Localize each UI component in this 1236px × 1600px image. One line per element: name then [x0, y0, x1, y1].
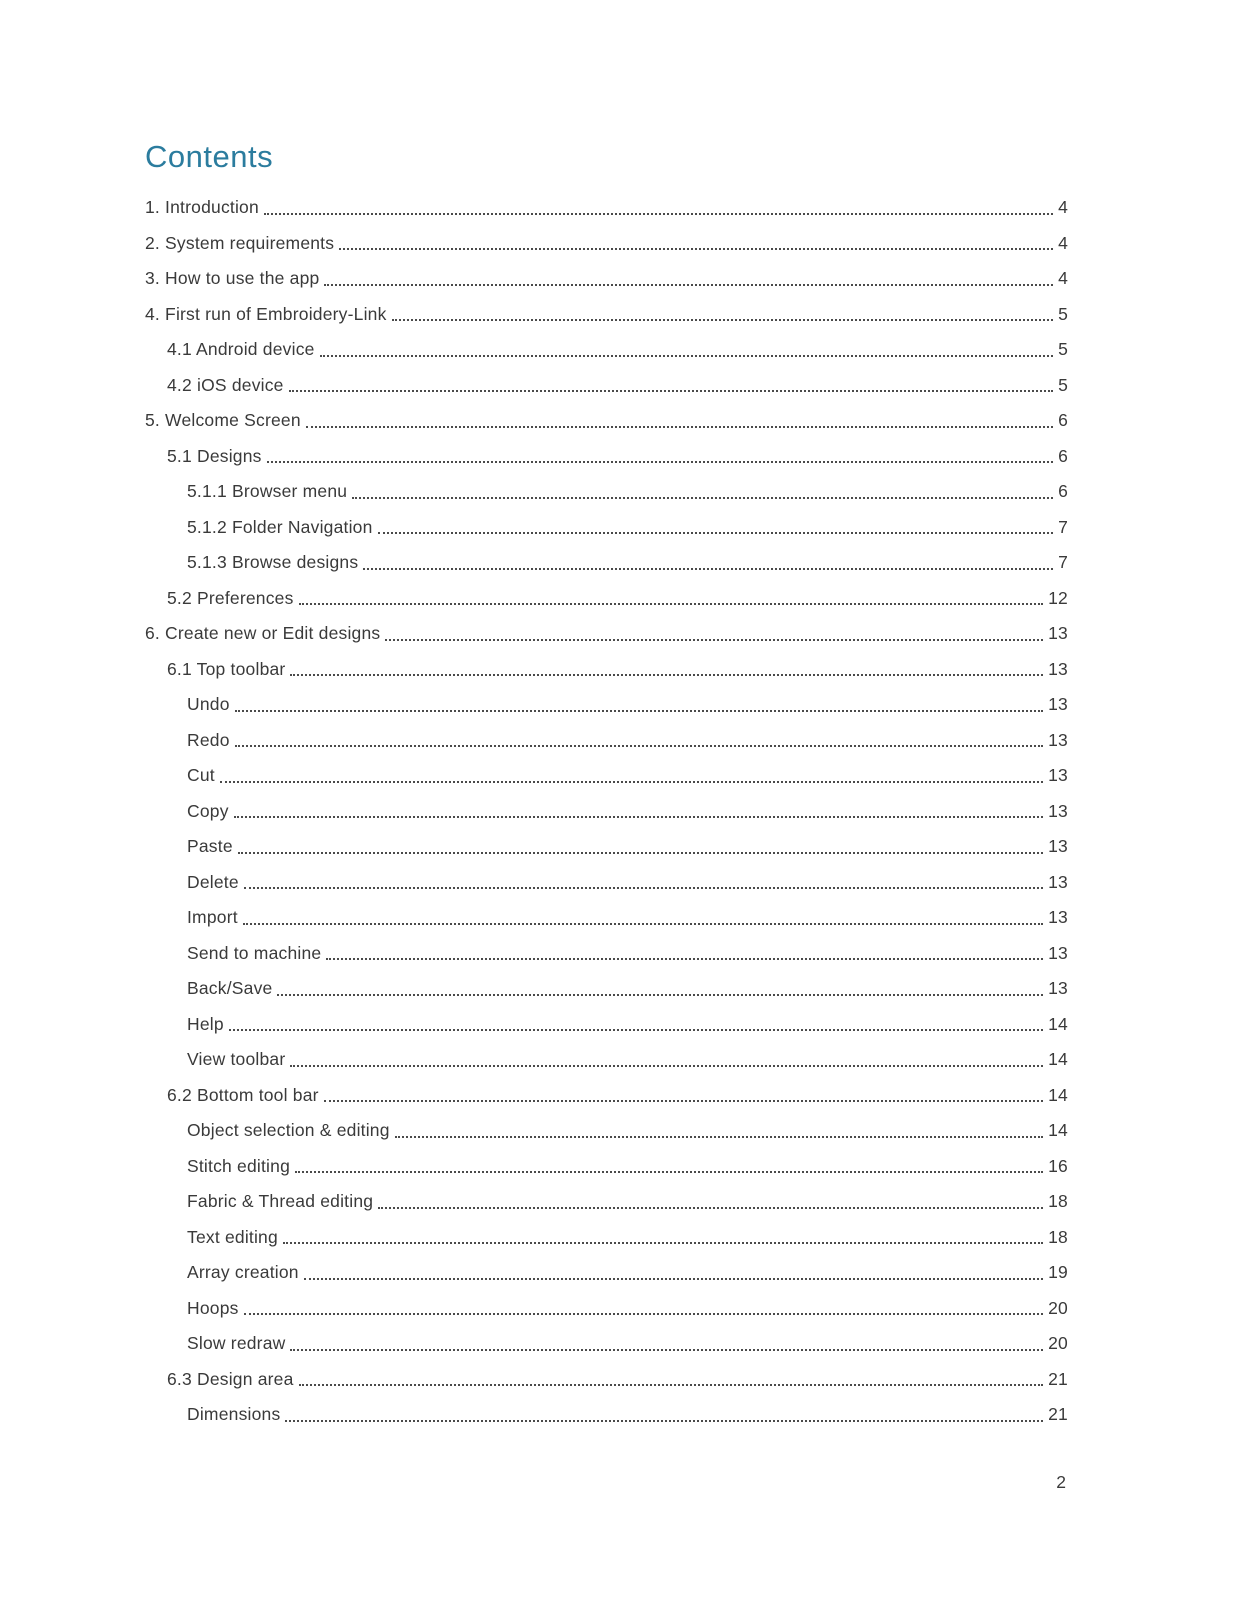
toc-entry[interactable] — [145, 225, 1068, 261]
toc-entry-page: 13 — [1048, 907, 1068, 928]
toc-entry[interactable] — [145, 331, 1068, 367]
toc-entry[interactable] — [145, 1396, 1068, 1432]
toc-entry-label: Text editing — [187, 1226, 278, 1247]
toc-entry[interactable] — [145, 189, 1068, 225]
dot-leader — [283, 1242, 1043, 1244]
toc-entry-page: 14 — [1048, 1120, 1068, 1141]
toc-entry[interactable] — [145, 935, 1068, 971]
toc-entry-page: 19 — [1048, 1262, 1068, 1283]
dot-leader — [378, 532, 1054, 534]
toc-entry-label: Stitch editing — [187, 1155, 290, 1176]
toc-entry-page: 13 — [1048, 942, 1068, 963]
toc-entry-page: 4 — [1058, 268, 1068, 289]
toc-entry[interactable] — [145, 828, 1068, 864]
toc-entry-label: 4.1 Android device — [167, 339, 315, 360]
toc-entry-page: 20 — [1048, 1297, 1068, 1318]
toc-entry-page: 13 — [1048, 836, 1068, 857]
toc-entry-page: 18 — [1048, 1226, 1068, 1247]
toc-entry-label: 5.1.3 Browse designs — [187, 552, 359, 573]
dot-leader — [299, 1384, 1044, 1386]
toc-entry-page: 7 — [1058, 516, 1068, 537]
toc-entry-label: Back/Save — [187, 978, 273, 999]
toc-entry-label: 4.2 iOS device — [167, 374, 284, 395]
dot-leader — [235, 710, 1043, 712]
toc-entry-label: Dimensions — [187, 1404, 281, 1425]
dot-leader — [320, 355, 1053, 357]
toc-entry[interactable] — [145, 1290, 1068, 1326]
toc-entry-page: 6 — [1058, 410, 1068, 431]
toc-entry-page: 20 — [1048, 1333, 1068, 1354]
dot-leader — [352, 497, 1053, 499]
toc-entry-page: 6 — [1058, 481, 1068, 502]
toc-entry-page: 16 — [1048, 1155, 1068, 1176]
dot-leader — [244, 887, 1043, 889]
toc-entry[interactable] — [145, 1219, 1068, 1255]
toc-entry[interactable] — [145, 260, 1068, 296]
toc-entry-page: 5 — [1058, 339, 1068, 360]
dot-leader — [299, 603, 1044, 605]
toc-entry-page: 12 — [1048, 587, 1068, 608]
toc-entry-label: Delete — [187, 871, 239, 892]
toc-entry[interactable] — [145, 615, 1068, 651]
toc-entry-label: 6.2 Bottom tool bar — [167, 1084, 319, 1105]
dot-leader — [378, 1207, 1043, 1209]
dot-leader — [267, 461, 1053, 463]
toc-entry-label: 5.1 Designs — [167, 445, 262, 466]
toc-entry-label: Import — [187, 907, 238, 928]
dot-leader — [229, 1029, 1043, 1031]
page-number: 2 — [1056, 1472, 1066, 1492]
dot-leader — [290, 1349, 1043, 1351]
toc-entry[interactable] — [145, 473, 1068, 509]
toc-entry-page: 18 — [1048, 1191, 1068, 1212]
toc-entry-page: 13 — [1048, 658, 1068, 679]
toc-entry-label: 6. Create new or Edit designs — [145, 623, 381, 644]
toc-entry-label: 4. First run of Embroidery-Link — [145, 303, 387, 324]
dot-leader — [235, 745, 1043, 747]
dot-leader — [264, 213, 1053, 215]
toc-entry-label: 1. Introduction — [145, 197, 259, 218]
toc-entry[interactable] — [145, 1325, 1068, 1361]
dot-leader — [290, 674, 1043, 676]
toc-entry-label: Paste — [187, 836, 233, 857]
toc-entry-page: 13 — [1048, 871, 1068, 892]
toc-entry[interactable] — [145, 438, 1068, 474]
toc-entry-page: 13 — [1048, 729, 1068, 750]
toc-entry-label: Redo — [187, 729, 230, 750]
toc-entry[interactable] — [145, 1041, 1068, 1077]
toc-entry[interactable] — [145, 544, 1068, 580]
toc-entry-label: View toolbar — [187, 1049, 286, 1070]
dot-leader — [392, 319, 1054, 321]
toc-entry[interactable] — [145, 722, 1068, 758]
dot-leader — [220, 781, 1043, 783]
dot-leader — [339, 248, 1053, 250]
toc-entry-label: Object selection & editing — [187, 1120, 390, 1141]
toc-entry[interactable] — [145, 402, 1068, 438]
dot-leader — [295, 1171, 1043, 1173]
dot-leader — [244, 1313, 1044, 1315]
toc-entry-page: 14 — [1048, 1013, 1068, 1034]
dot-leader — [363, 568, 1053, 570]
dot-leader — [395, 1136, 1043, 1138]
toc-entry-label: 5.1.1 Browser menu — [187, 481, 348, 502]
toc-entry-label: 2. System requirements — [145, 232, 335, 253]
toc-entry[interactable] — [145, 1254, 1068, 1290]
dot-leader — [238, 852, 1043, 854]
toc-entry-label: Copy — [187, 800, 229, 821]
toc-entry-label: Cut — [187, 765, 215, 786]
toc-entry-label: Fabric & Thread editing — [187, 1191, 374, 1212]
toc-entry-page: 21 — [1048, 1404, 1068, 1425]
toc-entry-label: Array creation — [187, 1262, 299, 1283]
toc-entry[interactable] — [145, 580, 1068, 616]
toc-entry-page: 4 — [1058, 197, 1068, 218]
toc-entry-label: 5. Welcome Screen — [145, 410, 301, 431]
toc-entry-page: 13 — [1048, 694, 1068, 715]
toc-entry[interactable] — [145, 296, 1068, 332]
toc-entry[interactable] — [145, 509, 1068, 545]
toc-entry-page: 5 — [1058, 303, 1068, 324]
toc-section — [145, 138, 1068, 1432]
dot-leader — [243, 923, 1043, 925]
toc-entry-page: 13 — [1048, 800, 1068, 821]
toc-entry-label: Help — [187, 1013, 224, 1034]
toc-entry-label: 6.1 Top toolbar — [167, 658, 286, 679]
toc-entry-page: 4 — [1058, 232, 1068, 253]
dot-leader — [385, 639, 1043, 641]
toc-entry[interactable] — [145, 793, 1068, 829]
toc-entry[interactable] — [145, 1361, 1068, 1397]
toc-entry-page: 14 — [1048, 1084, 1068, 1105]
toc-entry-label: Hoops — [187, 1297, 239, 1318]
toc-entry[interactable] — [145, 899, 1068, 935]
toc-entry-page: 5 — [1058, 374, 1068, 395]
toc-entry-label: Slow redraw — [187, 1333, 286, 1354]
toc-entry[interactable] — [145, 367, 1068, 403]
toc-entry-page: 13 — [1048, 623, 1068, 644]
dot-leader — [290, 1065, 1043, 1067]
dot-leader — [285, 1420, 1043, 1422]
dot-leader — [277, 994, 1043, 996]
toc-entry-page: 7 — [1058, 552, 1068, 573]
dot-leader — [306, 426, 1053, 428]
toc-entry-page: 14 — [1048, 1049, 1068, 1070]
toc-entry[interactable] — [145, 970, 1068, 1006]
toc-entry[interactable] — [145, 757, 1068, 793]
toc-entry-page: 13 — [1048, 765, 1068, 786]
dot-leader — [234, 816, 1043, 818]
dot-leader — [304, 1278, 1043, 1280]
toc-entry[interactable] — [145, 864, 1068, 900]
toc-entry-label: 6.3 Design area — [167, 1368, 294, 1389]
toc-entry-label: Send to machine — [187, 942, 322, 963]
toc-entry[interactable] — [145, 1077, 1068, 1113]
dot-leader — [326, 958, 1043, 960]
toc-entry-label: 5.2 Preferences — [167, 587, 294, 608]
toc-entry[interactable] — [145, 1006, 1068, 1042]
toc-entry[interactable] — [145, 1183, 1068, 1219]
toc-entry[interactable] — [145, 1148, 1068, 1184]
dot-leader — [289, 390, 1053, 392]
toc-entry-label: Undo — [187, 694, 230, 715]
toc-list — [145, 189, 1068, 1432]
toc-entry[interactable] — [145, 1112, 1068, 1148]
dot-leader — [324, 1100, 1043, 1102]
toc-entry-page: 13 — [1048, 978, 1068, 999]
toc-entry[interactable] — [145, 686, 1068, 722]
toc-entry-page: 21 — [1048, 1368, 1068, 1389]
toc-entry-label: 5.1.2 Folder Navigation — [187, 516, 373, 537]
toc-heading: Contents — [145, 139, 274, 174]
toc-entry[interactable] — [145, 651, 1068, 687]
toc-entry-label: 3. How to use the app — [145, 268, 320, 289]
toc-entry-page: 6 — [1058, 445, 1068, 466]
dot-leader — [324, 284, 1053, 286]
